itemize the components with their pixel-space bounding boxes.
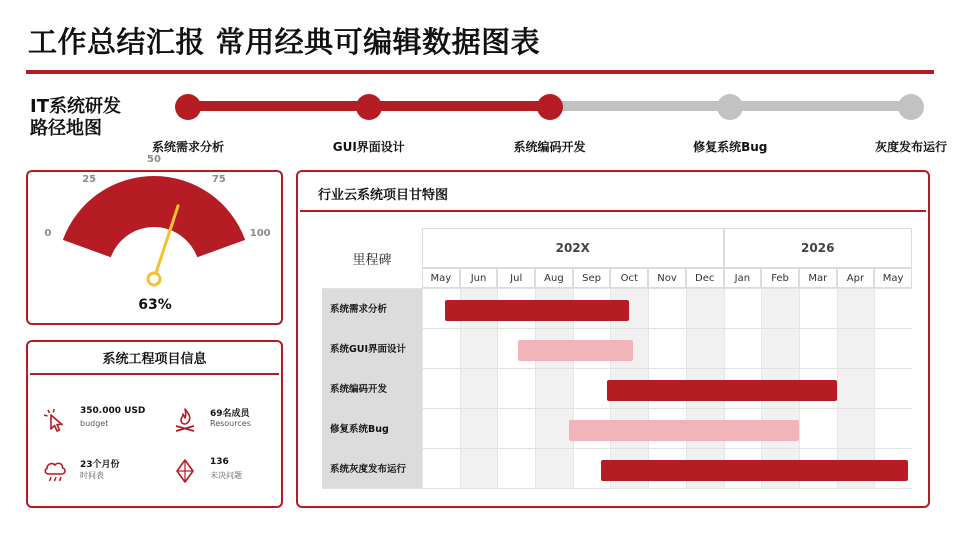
gantt-bar xyxy=(518,340,633,361)
gantt-row-label: 系统需求分析 xyxy=(322,288,422,328)
gantt-row-label: 系统灰度发布运行 xyxy=(322,448,422,488)
gauge-tick-label: 0 xyxy=(44,228,52,240)
roadmap-dot xyxy=(717,94,743,120)
gauge-arc xyxy=(63,176,245,257)
gauge-tick-label: 25 xyxy=(82,174,97,186)
gantt-row-label: 系统GUI界面设计 xyxy=(322,328,422,368)
info-item-budget xyxy=(42,406,160,440)
gauge-hub xyxy=(148,273,160,285)
gantt-month-header: May xyxy=(422,268,460,288)
roadmap-step-label: 系统需求分析 xyxy=(151,140,225,154)
roadmap-segment xyxy=(730,101,911,111)
gantt-year-header: 2026 xyxy=(724,228,912,268)
gantt-month-header: Oct xyxy=(610,268,648,288)
roadmap-step-label: 修复系统Bug xyxy=(693,140,768,154)
gantt-month-header: Sep xyxy=(573,268,611,288)
gantt-bar xyxy=(601,460,908,481)
gantt-column-band xyxy=(874,288,912,488)
gantt-column-band xyxy=(837,288,875,488)
campfire-icon xyxy=(172,406,198,434)
issues-caption: 未决问题 xyxy=(210,471,242,480)
page-title: 工作总结汇报 常用经典可编辑数据图表 xyxy=(28,25,541,59)
issues-value: 136 xyxy=(210,457,229,467)
info-item-timeline xyxy=(42,457,160,491)
title-divider xyxy=(26,70,934,74)
timeline-caption: 时间表 xyxy=(80,471,104,480)
project-info-title: 系统工程项目信息 xyxy=(102,352,207,367)
gauge-tick-label: 100 xyxy=(249,228,271,240)
roadmap-step-label: 系统编码开发 xyxy=(513,140,586,154)
gantt-row-label: 系统编码开发 xyxy=(322,368,422,408)
cursor-click-icon xyxy=(42,406,68,434)
roadmap-dot xyxy=(898,94,924,120)
budget-caption: budget xyxy=(80,419,109,428)
gantt-row-divider xyxy=(322,288,912,289)
roadmap-title-line2: 路径地图 xyxy=(30,118,102,139)
budget-value: 350.000 USD xyxy=(80,406,146,416)
gantt-month-header: May xyxy=(874,268,912,288)
gantt-month-header: Jun xyxy=(460,268,498,288)
info-item-resources xyxy=(172,406,290,440)
roadmap-segment xyxy=(369,101,550,111)
gantt-month-header: Jul xyxy=(497,268,535,288)
gantt-month-header: Nov xyxy=(648,268,686,288)
gantt-row-label: 修复系统Bug xyxy=(322,408,422,448)
roadmap-dot xyxy=(356,94,382,120)
diamond-icon xyxy=(172,457,198,485)
cloud-rain-icon xyxy=(42,457,68,485)
roadmap-dot xyxy=(537,94,563,120)
roadmap-segment xyxy=(550,101,731,111)
resources-caption: Resources xyxy=(210,419,251,428)
gantt-month-header: Feb xyxy=(761,268,799,288)
gantt-month-header: Jan xyxy=(724,268,762,288)
project-info-panel xyxy=(26,340,283,508)
info-item-issues xyxy=(172,457,290,491)
roadmap-title-line1: IT系统研发 xyxy=(30,96,121,117)
roadmap-title xyxy=(30,96,160,140)
gantt-month-header: Mar xyxy=(799,268,837,288)
gauge-panel xyxy=(26,154,283,325)
gantt-milestone-header: 里程碑 xyxy=(352,252,392,268)
gantt-bar xyxy=(607,380,837,401)
gantt-bar xyxy=(445,300,630,321)
gantt-month-header: Apr xyxy=(837,268,875,288)
gantt-panel xyxy=(296,170,930,508)
gantt-row-divider xyxy=(322,488,912,489)
gauge-tick-label: 50 xyxy=(147,154,161,165)
gantt-year-header: 202X xyxy=(422,228,724,268)
roadmap-step-label: GUI界面设计 xyxy=(332,140,405,154)
roadmap-segment xyxy=(188,101,369,111)
gauge-value-label: 63% xyxy=(138,297,172,313)
resources-value: 69名成员 xyxy=(210,409,250,419)
roadmap-dot xyxy=(175,94,201,120)
roadmap-step-label: 灰度发布运行 xyxy=(874,140,948,154)
gauge-tick-label: 75 xyxy=(211,174,226,186)
gantt-chart xyxy=(298,172,932,510)
gantt-month-header: Dec xyxy=(686,268,724,288)
gantt-month-header: Aug xyxy=(535,268,573,288)
project-info-divider xyxy=(30,373,279,375)
timeline-value: 23个月份 xyxy=(80,460,120,470)
gantt-title: 行业云系统项目甘特图 xyxy=(318,188,449,203)
gantt-bar xyxy=(569,420,799,441)
